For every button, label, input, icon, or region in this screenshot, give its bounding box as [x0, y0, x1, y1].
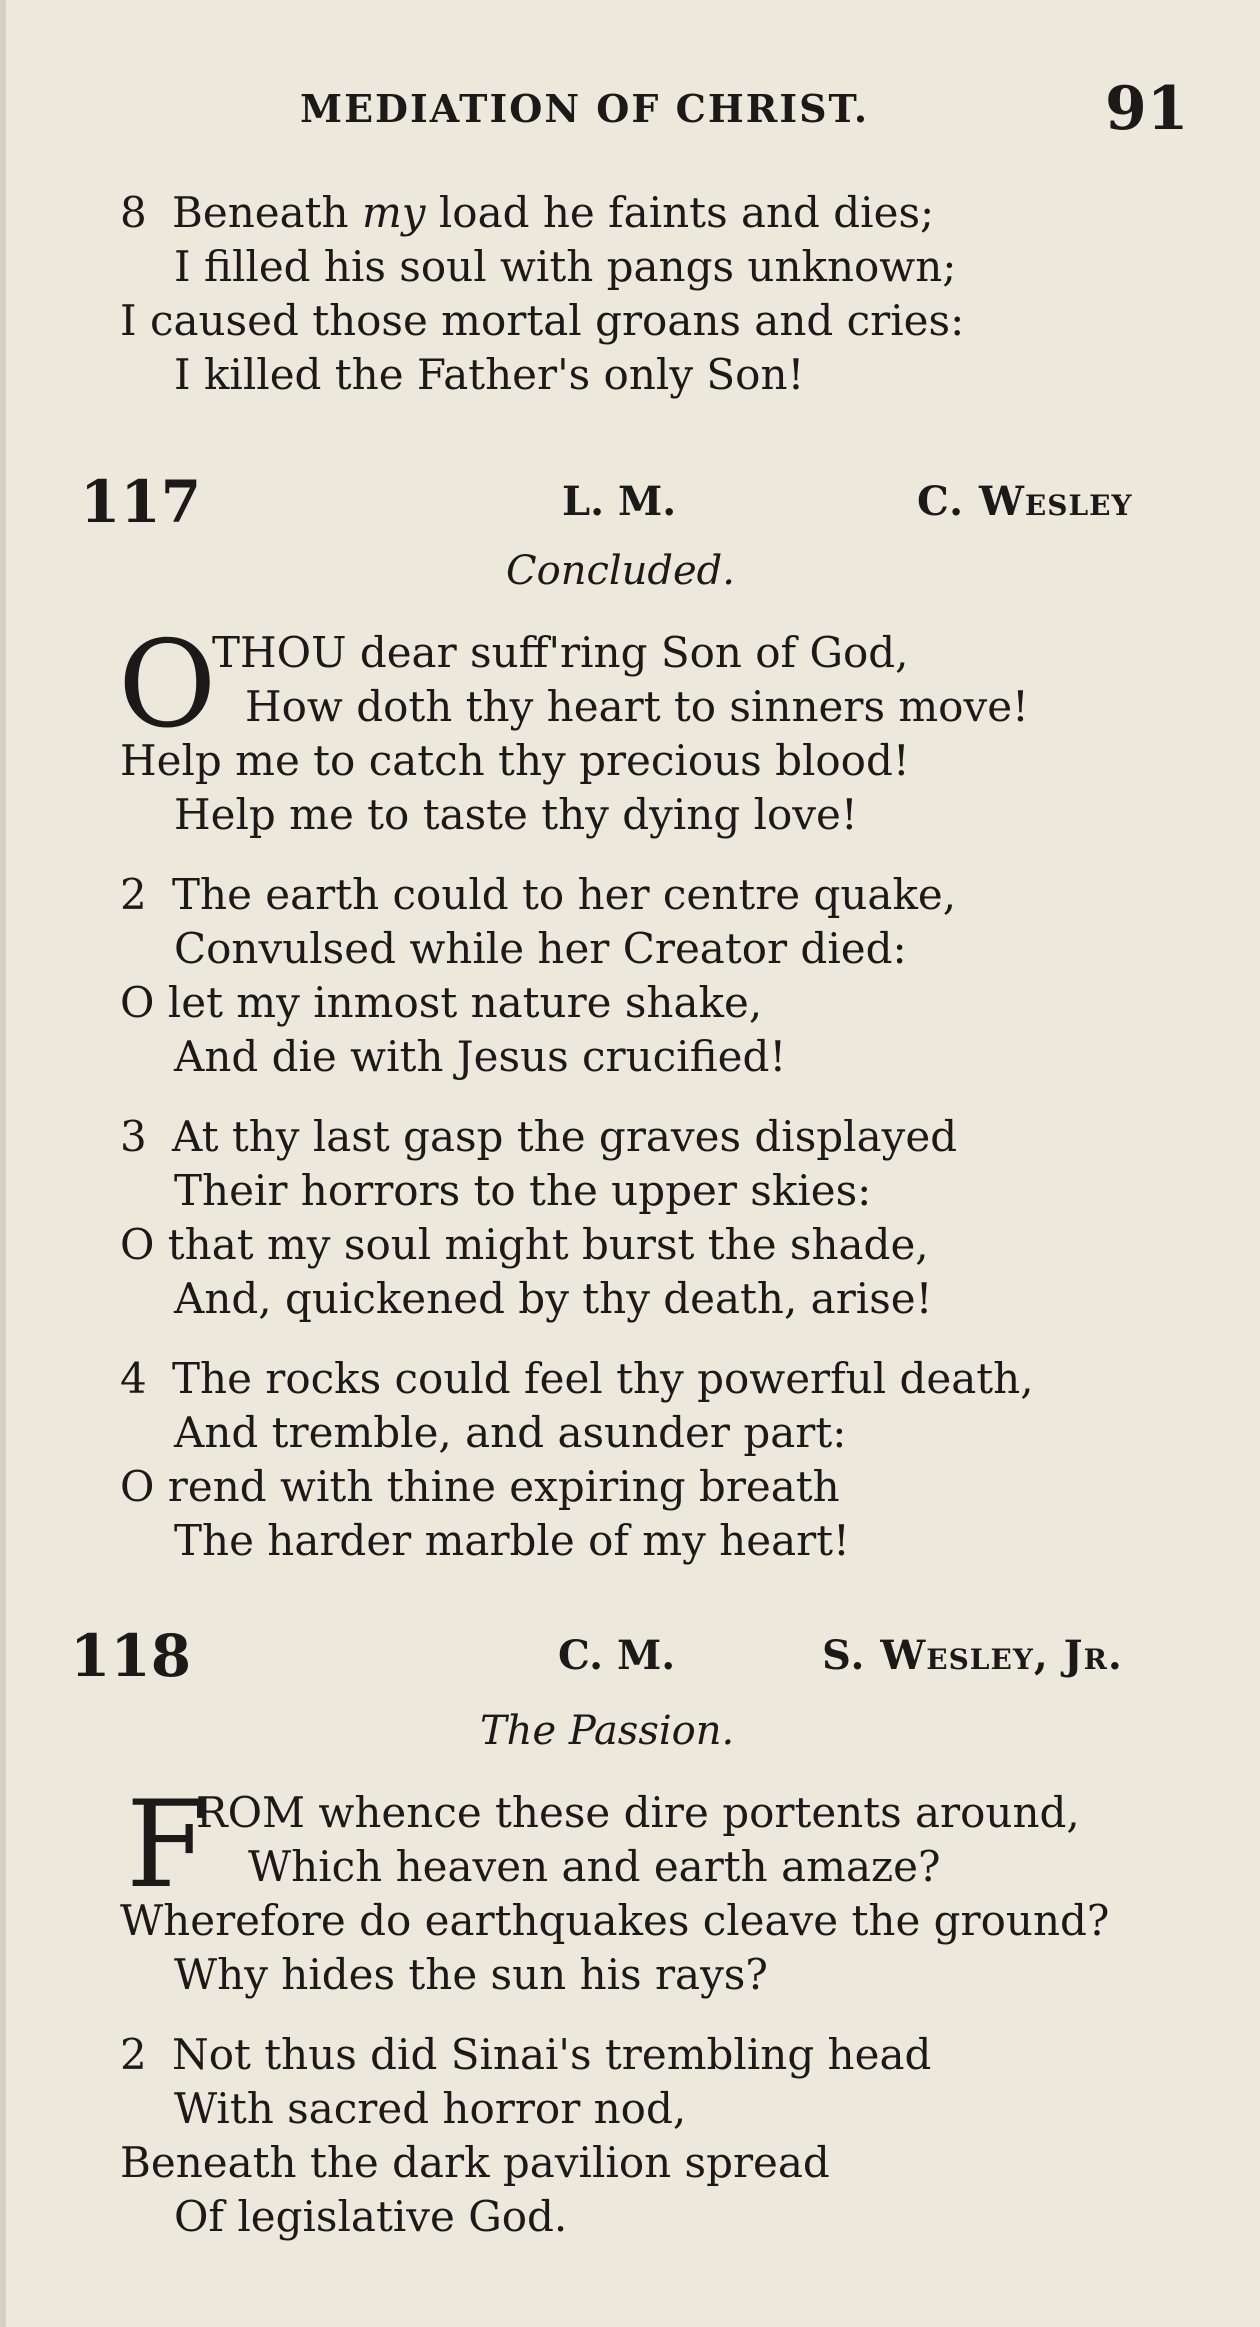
hymn-118-number: 118 — [70, 1622, 192, 1690]
hymn-118-author: S. Wesley, Jr. — [822, 1632, 1123, 1679]
drop-cap: O — [118, 616, 217, 755]
h117-s3-line-1: 3 At thy last gasp the graves displayed — [120, 1112, 958, 1161]
h117-s2-line-3: O let my inmost nature shake, — [120, 978, 763, 1027]
h117-s3-line-2: Their horrors to the upper skies: — [174, 1166, 872, 1215]
h117-s2-line-1: 2 The earth could to her centre quake, — [120, 870, 957, 919]
hymn-117-author: C. Wesley — [917, 478, 1133, 525]
h117-s1-line-2: How doth thy heart to sinners move! — [245, 682, 1029, 731]
h118-s1-line-3: Wherefore do earthquakes cleave the ground? — [120, 1896, 1110, 1945]
h118-s1-line-4: Why hides the sun his rays? — [174, 1950, 768, 1999]
stanza-number: 4 — [120, 1354, 147, 1403]
page-header — [0, 74, 1260, 146]
stanza-number: 2 — [120, 870, 147, 919]
hymn-117-number: 117 — [80, 468, 202, 536]
page-number: 91 — [1105, 74, 1189, 144]
h118-s2-line-2: With sacred horror nod, — [174, 2084, 687, 2133]
h117-s1-line-4: Help me to taste thy dying love! — [174, 790, 858, 839]
h118-s2-line-1: 2 Not thus did Sinai's trembling head — [120, 2030, 932, 2079]
h118-s2-line-3: Beneath the dark pavilion spread — [120, 2138, 830, 2187]
h117-s1-line-3: Help me to catch thy precious blood! — [120, 736, 910, 785]
stanza-number: 8 — [120, 188, 147, 237]
hymn-118-meter: C. M. — [558, 1632, 676, 1679]
h118-s2-line-4: Of legislative God. — [174, 2192, 568, 2241]
h117-s3-line-4: And, quickened by thy death, arise! — [174, 1274, 933, 1323]
stanza-number: 2 — [120, 2030, 147, 2079]
stanza-number: 3 — [120, 1112, 147, 1161]
h118-s1-line-1: ROM whence these dire portents around, — [196, 1788, 1080, 1837]
h117-s4-line-4: The harder marble of my heart! — [174, 1516, 850, 1565]
stanza-8-line-4: I killed the Father's only Son! — [174, 350, 805, 399]
hymn-117-subtitle: Concluded. — [506, 548, 736, 594]
page-edge — [0, 0, 6, 2327]
h117-s2-line-4: And die with Jesus crucified! — [174, 1032, 787, 1081]
stanza-8-line-1: 8 Beneath my load he faints and dies; — [120, 188, 935, 237]
h117-s1-line-1: THOU dear suff'ring Son of God, — [212, 628, 909, 677]
h117-s2-line-2: Convulsed while her Creator died: — [174, 924, 907, 973]
hymn-118-subtitle: The Passion. — [480, 1708, 735, 1754]
hymn-117-meter: L. M. — [562, 478, 677, 525]
h117-s4-line-1: 4 The rocks could feel thy powerful death, — [120, 1354, 1034, 1403]
stanza-8-line-2: I filled his soul with pangs unknown; — [174, 242, 957, 291]
h117-s3-line-3: O that my soul might burst the shade, — [120, 1220, 929, 1269]
drop-cap: F — [126, 1776, 210, 1915]
h117-s4-line-2: And tremble, and asunder part: — [174, 1408, 847, 1457]
h118-s1-line-2: Which heaven and earth amaze? — [248, 1842, 941, 1891]
stanza-8-line-3: I caused those mortal groans and cries: — [120, 296, 965, 345]
h117-s4-line-3: O rend with thine expiring breath — [120, 1462, 840, 1511]
running-title: MEDIATION OF CHRIST. — [300, 86, 870, 131]
